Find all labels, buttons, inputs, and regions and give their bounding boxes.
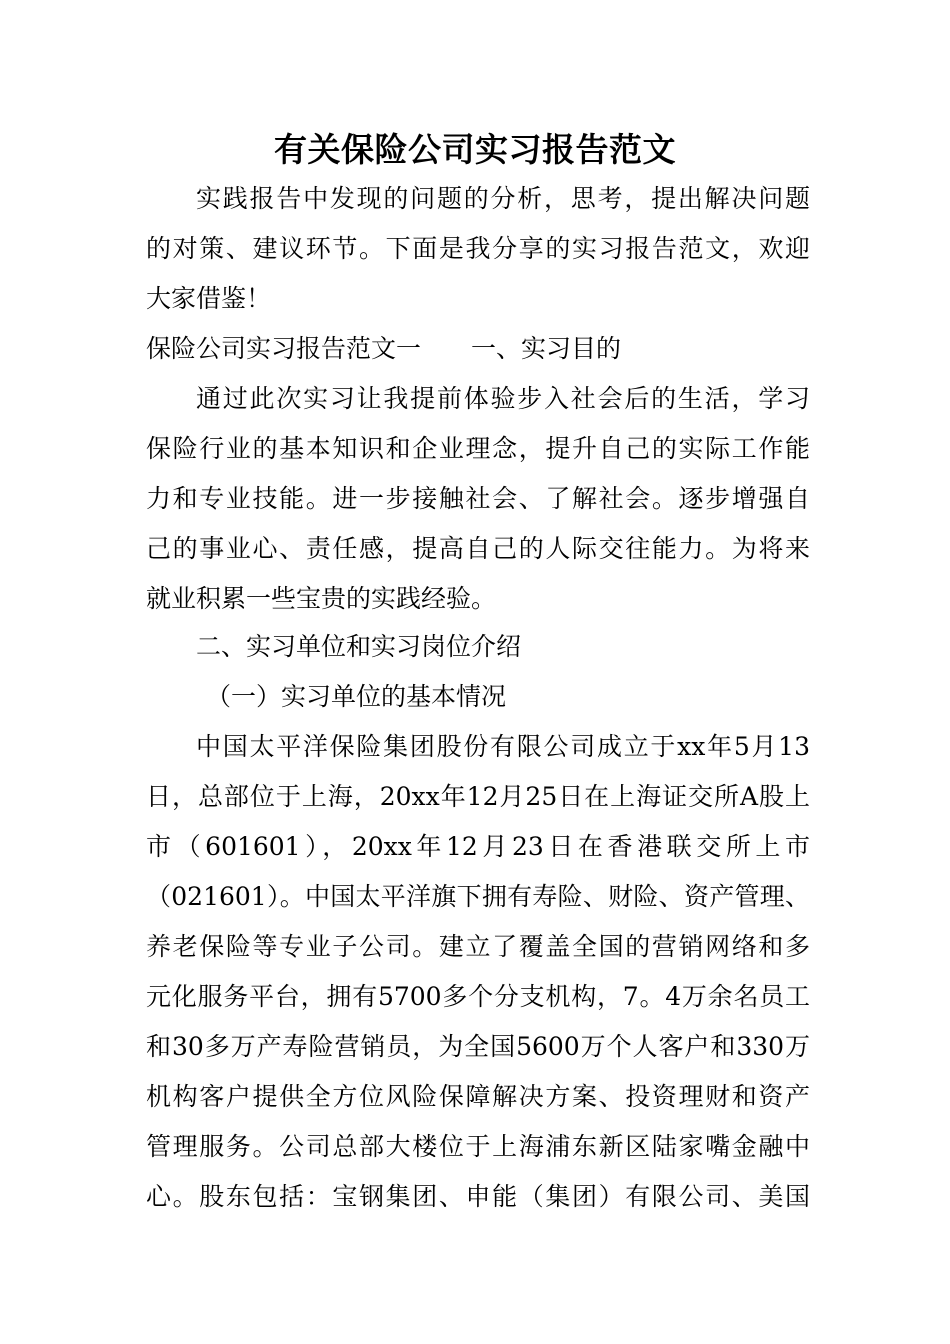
paragraph-line: 管理服务。公司总部大楼位于上海浦东新区陆家嘴金融中 — [146, 1132, 810, 1161]
paragraph-line: 心。股东包括：宝钢集团、申能（集团）有限公司、美国 — [146, 1182, 810, 1211]
paragraph-line: 己的事业心、责任感，提高自己的人际交往能力。为将来 — [146, 534, 810, 563]
paragraph-line: 元化服务平台，拥有5700多个分支机构，7。4万余名员工 — [146, 982, 810, 1011]
paragraph-line: 的对策、建议环节。下面是我分享的实习报告范文，欢迎 — [146, 234, 810, 263]
paragraph-line: 实践报告中发现的问题的分析，思考，提出解决问题 — [196, 184, 810, 213]
paragraph-line: 大家借鉴！ — [146, 284, 272, 313]
paragraph-line: 和30多万产寿险营销员，为全国5600万个人客户和330万 — [146, 1032, 810, 1061]
paragraph-line: （021601）。中国太平洋旗下拥有寿险、财险、资产管理、 — [146, 882, 810, 911]
section-heading: 二、实习单位和实习岗位介绍 — [196, 632, 522, 661]
paragraph-line: 保险行业的基本知识和企业理念，提升自己的实际工作能 — [146, 434, 810, 463]
subsection-heading: （一）实习单位的基本情况 — [206, 682, 507, 711]
paragraph-line: 日，总部位于上海，20xx年12月25日在上海证交所A股上 — [146, 782, 810, 811]
paragraph-line: 就业积累一些宝贵的实践经验。 — [146, 584, 497, 613]
document-title: 有关保险公司实习报告范文 — [274, 130, 676, 169]
paragraph-line: 中国太平洋保险集团股份有限公司成立于xx年5月13 — [196, 732, 810, 761]
paragraph-line: 力和专业技能。进一步接触社会、了解社会。逐步增强自 — [146, 484, 810, 513]
paragraph-line: 通过此次实习让我提前体验步入社会后的生活，学习 — [196, 384, 810, 413]
paragraph-line: 养老保险等专业子公司。建立了覆盖全国的营销网络和多 — [146, 932, 810, 961]
paragraph-line: 市（601601），20xx年12月23日在香港联交所上市 — [146, 832, 810, 861]
paragraph-line: 机构客户提供全方位风险保障解决方案、投资理财和资产 — [146, 1082, 810, 1111]
section-heading: 保险公司实习报告范文一 一、实习目的 — [146, 334, 622, 363]
